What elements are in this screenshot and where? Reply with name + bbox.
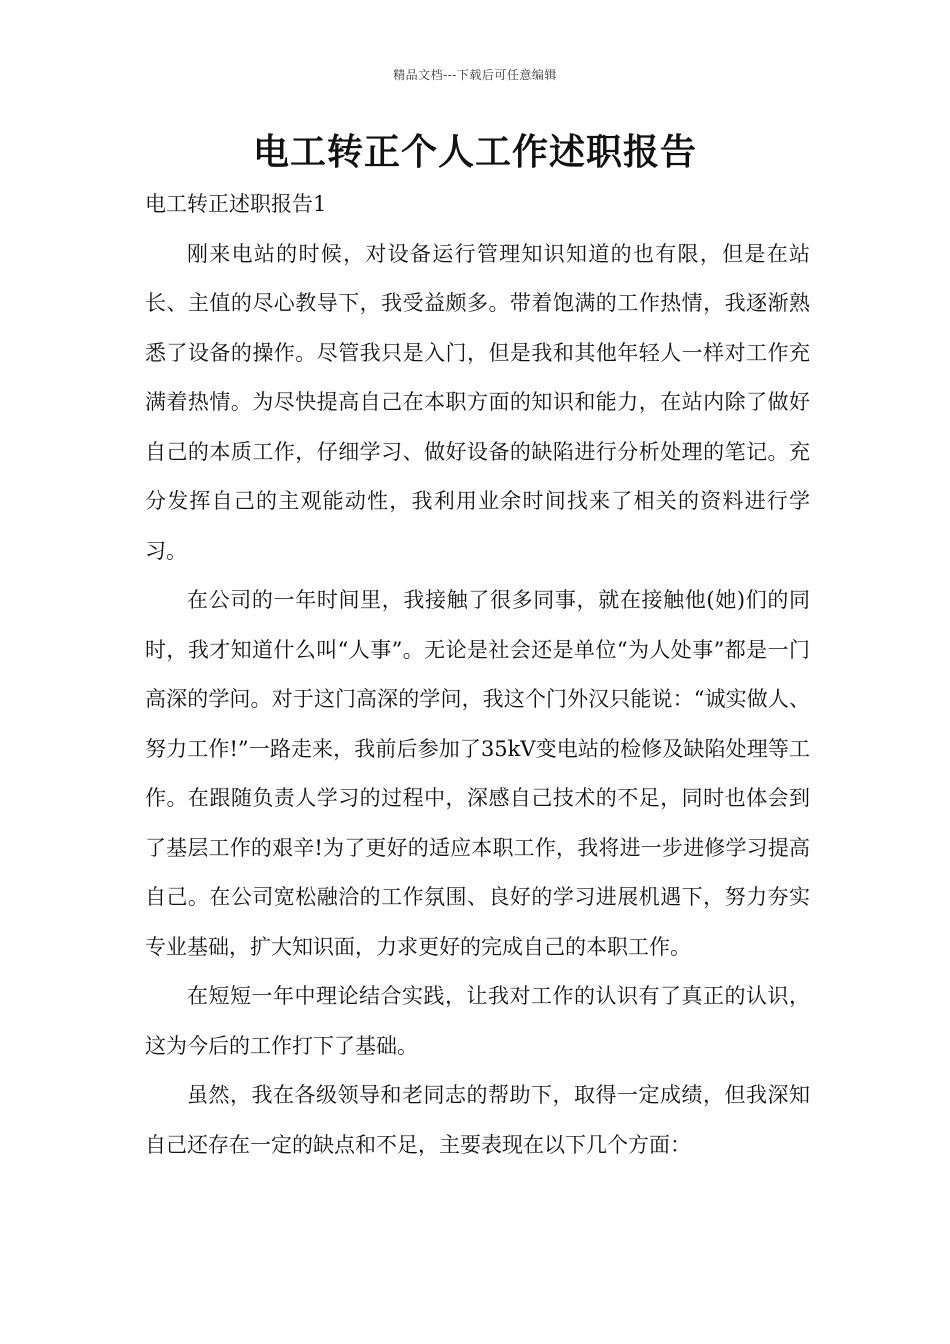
paragraph-2: 在公司的一年时间里，我接触了很多同事，就在接触他(她)们的同时，我才知道什么叫“人事”。无论是社会还是单位“为人处事”都是一门高深的学问。对于这门高深的学问，我这个门外汉只能说：“诚实做人、努力工作!”一路走来，我前后参加了35kV变电站的检修及缺陷处理等工作。在跟随负责人学习的过程中，深感自己技术的不足，同时也体会到了基层工作的艰辛!为了更好的适应本职工作，我将进一步进修学习提高自己。在公司宽松融洽的工作氛围、良好的学习进展机遇下，努力夯实专业基础，扩大知识面，力求更好的完成自己的本职工作。 bbox=[145, 588, 810, 959]
header-note: 精品文档---下载后可任意编辑 bbox=[393, 68, 557, 82]
paragraph-3: 在短短一年中理论结合实践，让我对工作的认识有了真正的认识，这为今后的工作打下了基础。 bbox=[145, 984, 810, 1058]
paragraph-1: 刚来电站的时候，对设备运行管理知识知道的也有限，但是在站长、主值的尽心教导下，我受益颇多。带着饱满的工作热情，我逐渐熟悉了设备的操作。尽管我只是入门，但是我和其他年轻人一样对工作充满着热情。为尽快提高自己在本职方面的知识和能力，在站内除了做好自己的本质工作，仔细学习、做好设备的缺陷进行分析处理的笔记。充分发挥自己的主观能动性，我利用业余时间找来了相关的资料进行学习。 bbox=[145, 241, 810, 563]
section-subtitle: 电工转正述职报告1 bbox=[145, 192, 327, 216]
document-body bbox=[145, 180, 810, 1170]
document-title: 电工转正个人工作述职报告 bbox=[252, 131, 697, 173]
paragraph-4: 虽然，我在各级领导和老同志的帮助下，取得一定成绩，但我深知自己还存在一定的缺点和不足，主要表现在以下几个方面： bbox=[145, 1083, 810, 1157]
